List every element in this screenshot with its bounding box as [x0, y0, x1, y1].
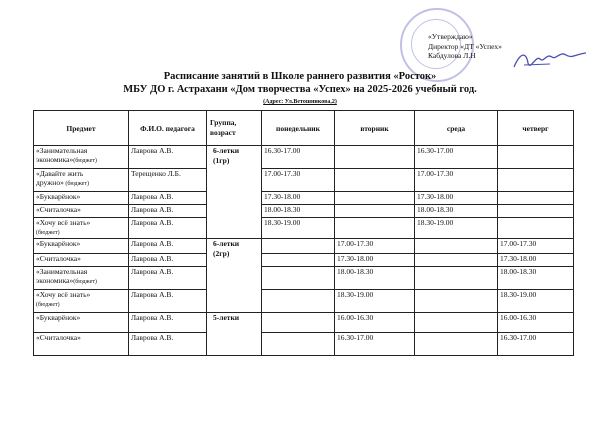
- teacher-cell: Лаврова А.В.: [129, 239, 207, 254]
- header-teacher: Ф.И.О. педагога: [129, 111, 207, 146]
- subject-note: (бюджет): [63, 181, 89, 187]
- wednesday-cell: [415, 239, 498, 254]
- subject-text: «Занимательная: [36, 267, 88, 276]
- thursday-cell: [498, 192, 574, 205]
- monday-cell: 17.30-18.00: [262, 192, 335, 205]
- header-group-line-2: возраст: [210, 128, 236, 137]
- tuesday-cell: [335, 146, 415, 169]
- subject-note: (бюджет): [73, 279, 97, 285]
- subject-note: (бюджет): [36, 302, 60, 308]
- thursday-cell: 18.00-18.30: [498, 267, 574, 290]
- wednesday-cell: 18.30-19.00: [415, 218, 498, 239]
- approval-block: [428, 32, 502, 61]
- monday-cell: 17.00-17.30: [262, 169, 335, 192]
- wednesday-cell: 16.30-17.00: [415, 146, 498, 169]
- approval-line-2: Директор «ДТ «Успех»: [428, 41, 502, 51]
- wednesday-cell: 17.00-17.30: [415, 169, 498, 192]
- subject-cell: [34, 267, 129, 290]
- tuesday-cell: 17.00-17.30: [335, 239, 415, 254]
- subject-text: «Хочу всё знать»: [36, 218, 91, 227]
- wednesday-cell: 18.00-18.30: [415, 205, 498, 218]
- wednesday-cell: [415, 313, 498, 333]
- group-cell-2: [207, 239, 262, 313]
- tuesday-cell: [335, 218, 415, 239]
- teacher-cell: Лаврова А.В.: [129, 192, 207, 205]
- teacher-cell: Лаврова А.В.: [129, 313, 207, 333]
- table-row: [34, 205, 574, 218]
- tuesday-cell: 17.30-18.00: [335, 254, 415, 267]
- subject-cell: «Букварёнок»: [34, 313, 129, 333]
- teacher-cell: Лаврова А.В.: [129, 333, 207, 356]
- monday-cell: [262, 333, 335, 356]
- table-row: [34, 239, 574, 254]
- header-group: [207, 111, 262, 146]
- teacher-cell: Лаврова А.В.: [129, 290, 207, 313]
- subject-text: «Хочу всё знать»: [36, 290, 91, 299]
- subject-note: (бюджет): [73, 158, 97, 164]
- wednesday-cell: [415, 333, 498, 356]
- monday-cell: [262, 267, 335, 290]
- header-subject: Предмет: [34, 111, 129, 146]
- table-row: [34, 146, 574, 169]
- monday-cell: [262, 290, 335, 313]
- table-row: [34, 313, 574, 333]
- monday-cell: 18.30-19.00: [262, 218, 335, 239]
- thursday-cell: [498, 169, 574, 192]
- subject-cell: «Считалочка»: [34, 333, 129, 356]
- monday-cell: 18.00-18.30: [262, 205, 335, 218]
- thursday-cell: 16.30-17.00: [498, 333, 574, 356]
- header-thursday: четверг: [498, 111, 574, 146]
- subject-text: «Занимательная: [36, 146, 88, 155]
- tuesday-cell: 18.30-19.00: [335, 290, 415, 313]
- subject-note: (бюджет): [36, 230, 60, 236]
- thursday-cell: 16.00-16.30: [498, 313, 574, 333]
- teacher-cell: Лаврова А.В.: [129, 146, 207, 169]
- teacher-cell: Лаврова А.В.: [129, 218, 207, 239]
- teacher-cell: Лаврова А.В.: [129, 254, 207, 267]
- approval-line-1: «Утверждаю»: [428, 32, 473, 41]
- wednesday-cell: [415, 267, 498, 290]
- subject-cell: «Считалочка»: [34, 205, 129, 218]
- thursday-cell: 18.30-19.00: [498, 290, 574, 313]
- group-cell-3: 5-летки: [207, 313, 262, 356]
- table-header-row: [34, 111, 574, 146]
- thursday-cell: [498, 218, 574, 239]
- subject-cell: «Букварёнок»: [34, 239, 129, 254]
- group-label: 6-летки: [213, 239, 240, 248]
- table-row: [34, 169, 574, 192]
- tuesday-cell: 16.30-17.00: [335, 333, 415, 356]
- table-row: [34, 267, 574, 290]
- tuesday-cell: [335, 169, 415, 192]
- schedule-table: [33, 110, 574, 356]
- header-group-line-1: Группа,: [210, 118, 237, 127]
- wednesday-cell: [415, 290, 498, 313]
- subject-cell: [34, 218, 129, 239]
- teacher-cell: Терещенко Л.Б.: [129, 169, 207, 192]
- wednesday-cell: [415, 254, 498, 267]
- tuesday-cell: [335, 192, 415, 205]
- subject-cell: [34, 290, 129, 313]
- tuesday-cell: 18.00-18.30: [335, 267, 415, 290]
- table-row: [34, 192, 574, 205]
- thursday-cell: [498, 146, 574, 169]
- subject-text: «Давайте жить: [36, 169, 84, 178]
- teacher-cell: Лаврова А.В.: [129, 267, 207, 290]
- table-row: [34, 290, 574, 313]
- group-sub: (2гр): [213, 249, 230, 258]
- table-row: [34, 333, 574, 356]
- table-row: [34, 218, 574, 239]
- subject-cell: «Букварёнок»: [34, 192, 129, 205]
- subject-text-2: экономика»: [36, 155, 74, 164]
- group-sub: (1гр): [213, 156, 230, 165]
- address-line: (Адрес: Ул.Ветошникова,2): [263, 99, 337, 105]
- subject-cell: «Считалочка»: [34, 254, 129, 267]
- monday-cell: [262, 239, 335, 254]
- tuesday-cell: 16.00-16.30: [335, 313, 415, 333]
- monday-cell: 16.30-17.00: [262, 146, 335, 169]
- header-monday: понедельник: [262, 111, 335, 146]
- teacher-cell: Лаврова А.В.: [129, 205, 207, 218]
- subject-cell: [34, 146, 129, 169]
- tuesday-cell: [335, 205, 415, 218]
- subject-cell: [34, 169, 129, 192]
- thursday-cell: 17.30-18.00: [498, 254, 574, 267]
- header-wednesday: среда: [415, 111, 498, 146]
- subject-text-2: дружно»: [36, 178, 64, 187]
- group-label: 6-летки: [213, 146, 240, 155]
- document-title-line-2: МБУ ДО г. Астрахани «Дом творчества «Успех» на 2025-2026 учебный год.: [123, 84, 477, 95]
- document-title-line-1: Расписание занятий в Школе раннего развития «Росток»: [163, 71, 437, 82]
- subject-text-2: экономика»: [36, 276, 74, 285]
- monday-cell: [262, 254, 335, 267]
- monday-cell: [262, 313, 335, 333]
- thursday-cell: 17.00-17.30: [498, 239, 574, 254]
- header-tuesday: вторник: [335, 111, 415, 146]
- wednesday-cell: 17.30-18.00: [415, 192, 498, 205]
- table-row: [34, 254, 574, 267]
- group-cell-1: [207, 146, 262, 239]
- thursday-cell: [498, 205, 574, 218]
- approval-line-3: Кабдулова Л.Н: [428, 51, 476, 60]
